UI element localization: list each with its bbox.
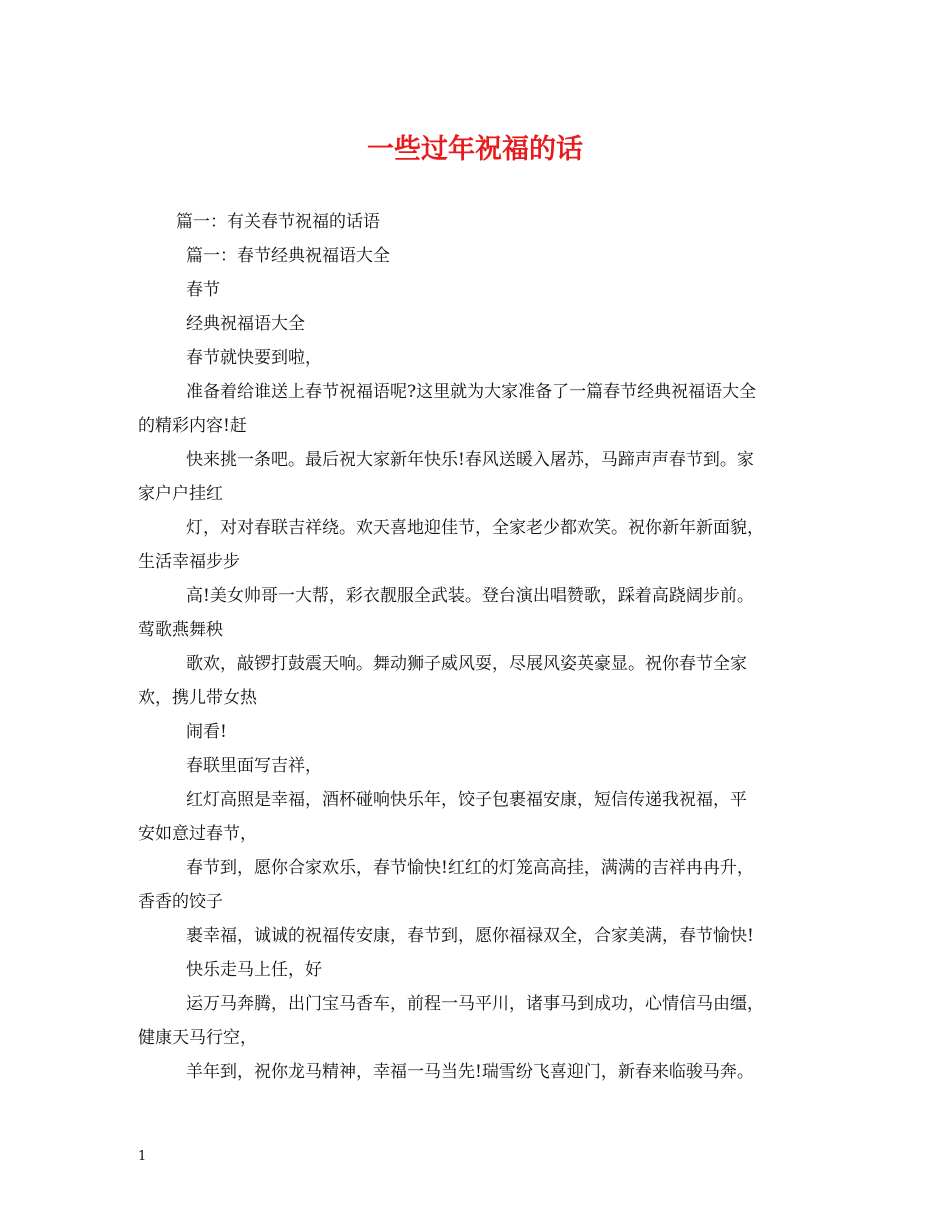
body-line: 莺歌燕舞秧 (138, 620, 223, 640)
body-line: 健康天马行空， (138, 1028, 257, 1048)
body-line: 羊年到，祝你龙马精神，幸福一马当先!瑞雪纷飞喜迎门，新春来临骏马奔。 (186, 1062, 754, 1082)
body-line: 安如意过春节， (138, 824, 257, 844)
body-line: 灯，对对春联吉祥绕。欢天喜地迎佳节，全家老少都欢笑。祝你新年新面貌， (186, 518, 764, 538)
body-line: 歌欢，敲锣打鼓震天响。舞动狮子威风耍，尽展风姿英豪显。祝你春节全家 (186, 654, 747, 674)
body-line: 裹幸福，诚诚的祝福传安康，春节到，愿你福禄双全，合家美满，春节愉快! (186, 926, 754, 946)
document-title: 一些过年祝福的话 (367, 134, 583, 165)
body-line: 闹看! (186, 722, 227, 742)
body-line: 的精彩内容!赶 (138, 416, 247, 436)
body-line: 春节就快要到啦， (186, 348, 322, 368)
body-line: 香香的饺子 (138, 892, 223, 912)
body-line: 家户户挂红 (138, 484, 223, 504)
body-line: 春节 (186, 280, 220, 300)
body-line: 春联里面写吉祥， (186, 756, 322, 776)
body-line: 快来挑一条吧。最后祝大家新年快乐!春风送暖入屠苏，马蹄声声春节到。家 (186, 450, 754, 470)
body-line: 运万马奔腾，出门宝马香车，前程一马平川，诸事马到成功，心情信马由缰， (186, 994, 764, 1014)
body-line: 准备着给谁送上春节祝福语呢?这里就为大家准备了一篇春节经典祝福语大全 (186, 382, 757, 402)
body-line: 快乐走马上任，好 (186, 960, 322, 980)
body-line: 春节到，愿你合家欢乐，春节愉快!红红的灯笼高高挂，满满的吉祥冉冉升， (186, 858, 754, 878)
body-line: 高!美女帅哥一大帮，彩衣靓服全武装。登台演出唱赞歌，踩着高跷阔步前。 (186, 586, 754, 606)
document-body (138, 205, 838, 1089)
body-line: 经典祝福语大全 (186, 314, 305, 334)
body-line: 红灯高照是幸福，酒杯碰响快乐年，饺子包裹福安康，短信传递我祝福，平 (186, 790, 747, 810)
page-number: 1 (138, 1149, 147, 1164)
body-line: 篇一：有关春节祝福的话语 (176, 212, 380, 232)
body-line: 欢，携儿带女热 (138, 688, 257, 708)
body-line: 篇一：春节经典祝福语大全 (186, 246, 390, 266)
body-line: 生活幸福步步 (138, 552, 240, 572)
